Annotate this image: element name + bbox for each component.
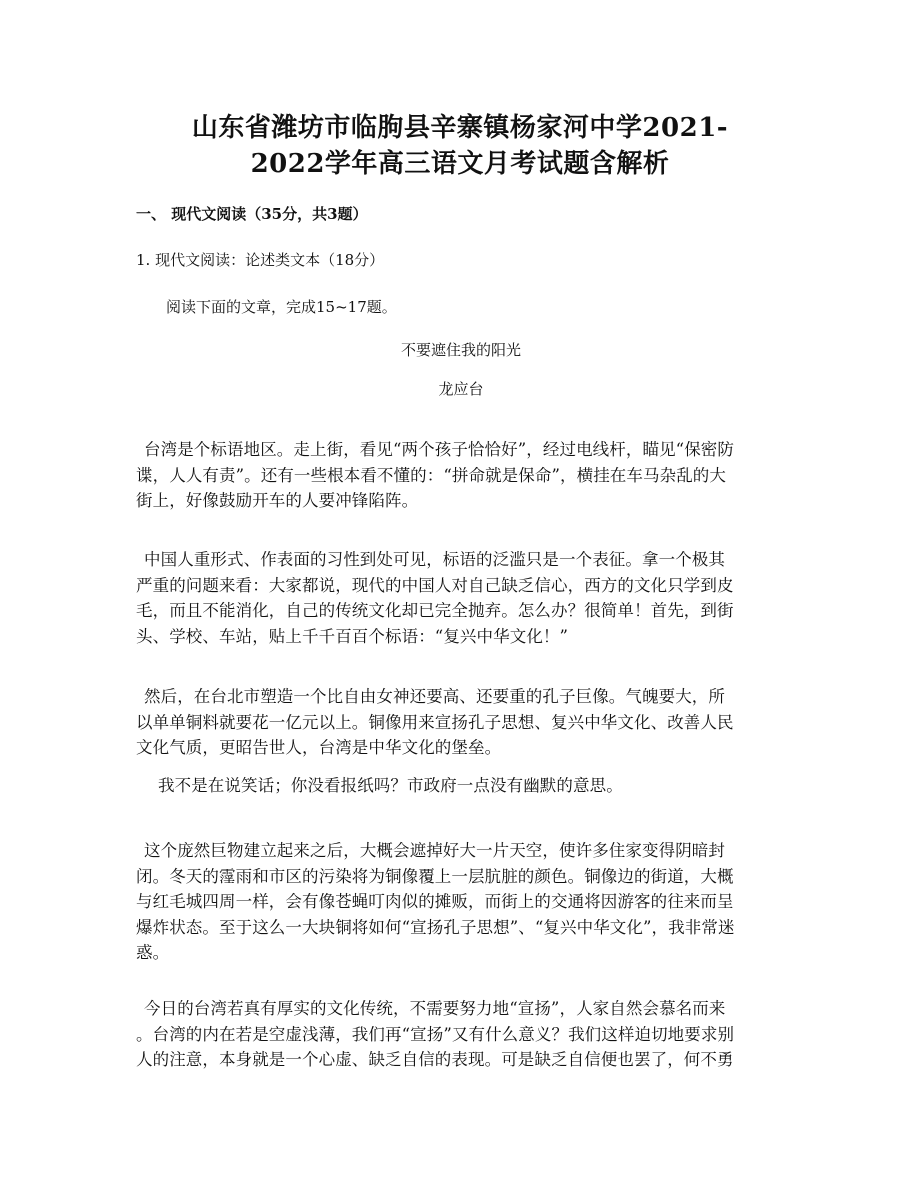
- article-paragraph-4: [136, 773, 786, 799]
- paragraph-line: 人的注意，本身就是一个心虚、缺乏自信的表现。可是缺乏自信便也罢了，何不勇: [136, 1050, 734, 1069]
- article-author: 龙应台: [438, 380, 484, 398]
- paragraph-line: 今日的台湾若真有厚实的文化传统，不需要努力地“宣扬”，人家自然会慕名而来: [144, 999, 726, 1018]
- article-paragraph-1: [136, 437, 786, 514]
- paragraph-line: 以单单铜料就要花一亿元以上。铜像用来宣扬孔子思想、复兴中华文化、改善人民: [136, 712, 734, 732]
- document-title-line-2: 2022学年高三语文月考试题含解析: [250, 149, 670, 179]
- article-paragraph-3: [136, 684, 786, 761]
- section-heading: 一、 现代文阅读（35分，共3题）: [136, 205, 368, 223]
- paragraph-line: 台湾是个标语地区。走上街，看见“两个孩子恰恰好”，经过电线杆，瞄见“保密防: [144, 440, 735, 459]
- document-title-line-1: 山东省潍坊市临朐县辛寨镇杨家河中学2021-: [191, 113, 729, 143]
- paragraph-line: 文化气质，更昭告世人，台湾是中华文化的堡垒。: [136, 738, 502, 757]
- paragraph-line: 。台湾的内在若是空虚浅薄，我们再“宣扬”又有什么意义？我们这样迫切地要求别: [136, 1024, 735, 1044]
- paragraph-line: 严重的问题来看：大家都说，现代的中国人对自己缺乏信心，西方的文化只学到皮: [136, 575, 734, 595]
- paragraph-line: 中国人重形式、作表面的习性到处可见，标语的泛滥只是一个表征。拿一个极其: [144, 550, 725, 569]
- article-paragraph-2: [136, 547, 786, 649]
- question-heading: 1. 现代文阅读：论述类文本（18分）: [136, 251, 385, 269]
- paragraph-line: 街上，好像鼓励开车的人要冲锋陷阵。: [136, 491, 419, 510]
- reading-instruction: 阅读下面的文章，完成15~17题。: [166, 298, 397, 316]
- paragraph-line: 惑。: [136, 943, 170, 962]
- paragraph-line: 毛，而且不能消化，自己的传统文化却已完全抛弃。怎么办？很简单！首先，到街: [136, 601, 734, 620]
- paragraph-line: 谍，人人有责”。还有一些根本看不懂的：“拼命就是保命”，横挂在车马杂乱的大: [136, 465, 727, 485]
- paragraph-line: 我不是在说笑话；你没看报纸吗？市政府一点没有幽默的意思。: [158, 776, 623, 795]
- paragraph-line: 爆炸状态。至于这么一大块铜将如何“宣扬孔子思想”、“复兴中华文化”，我非常迷: [136, 917, 735, 937]
- article-paragraph-6: [136, 996, 786, 1073]
- article-paragraph-5: [136, 838, 786, 966]
- paragraph-line: 头、学校、车站，贴上千千百百个标语：“复兴中华文化！”: [136, 626, 569, 646]
- article-title: 不要遮住我的阳光: [400, 341, 521, 359]
- paragraph-line: 这个庞然巨物建立起来之后，大概会遮掉好大一片天空，使许多住家变得阴暗封: [144, 841, 725, 860]
- paragraph-line: 然后，在台北市塑造一个比自由女神还要高、还要重的孔子巨像。气魄要大，所: [144, 687, 725, 706]
- paragraph-line: 与红毛城四周一样，会有像苍蝇叮肉似的摊贩，而街上的交通将因游客的往来而呈: [136, 892, 734, 911]
- paragraph-line: 闭。冬天的霪雨和市区的污染将为铜像覆上一层肮脏的颜色。铜像边的街道，大概: [136, 866, 734, 886]
